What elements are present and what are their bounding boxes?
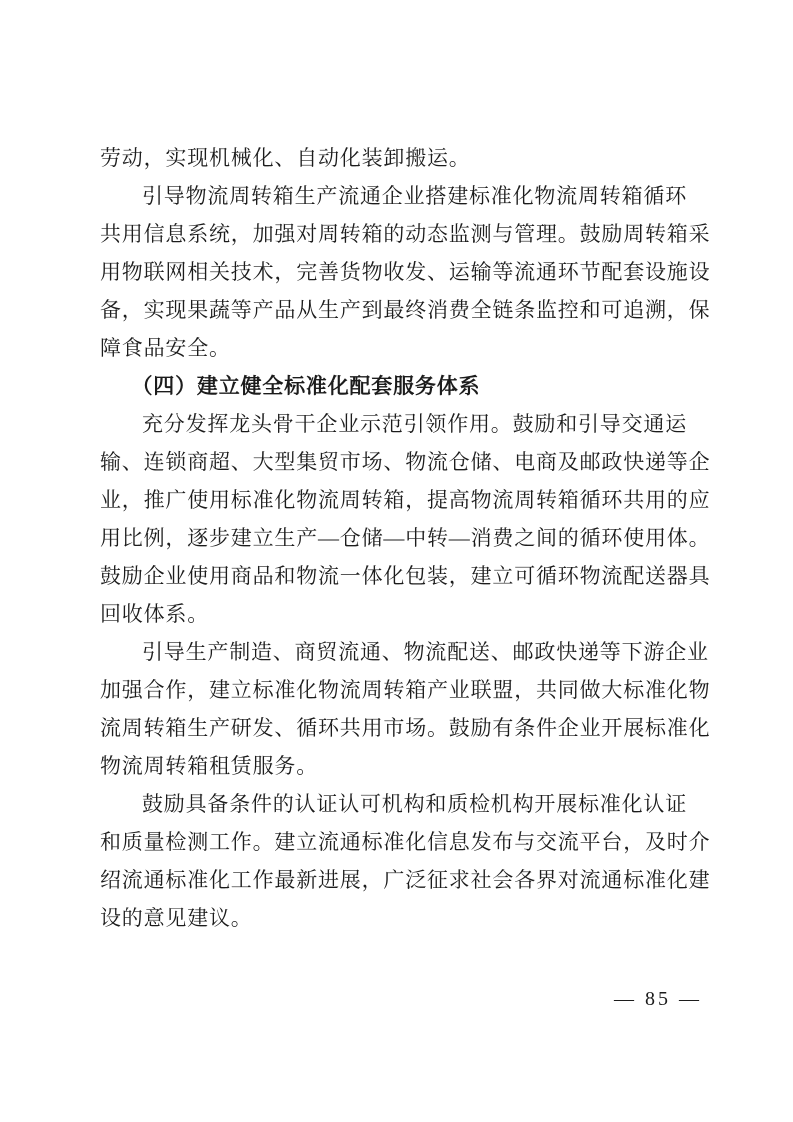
text-line: 引导物流周转箱生产流通企业搭建标准化物流周转箱循环	[142, 184, 687, 208]
text-line: 绍流通标准化工作最新进展，广泛征求社会各界对流通标准化建	[100, 868, 711, 892]
text-line: 引导生产制造、商贸流通、物流配送、邮政快递等下游企业	[142, 640, 709, 664]
text-line: 劳动，实现机械化、自动化装卸搬运。	[100, 146, 471, 170]
paragraph	[100, 633, 714, 785]
text-line: 流周转箱生产研发、循环共用市场。鼓励有条件企业开展标准化	[100, 716, 711, 740]
text-line: （四）建立健全标准化配套服务体系	[131, 374, 481, 398]
page-footer	[593, 988, 723, 1011]
text-line: 设的意见建议。	[100, 906, 253, 930]
text-line: 输、连锁商超、大型集贸市场、物流仓储、电商及邮政快递等企	[100, 450, 711, 474]
text-line: 充分发挥龙头骨干企业示范引领作用。鼓励和引导交通运	[142, 412, 687, 436]
text-line: 备，实现果蔬等产品从生产到最终消费全链条监控和可追溯，保	[100, 298, 711, 322]
document-body	[100, 139, 714, 937]
text-line: 共用信息系统，加强对周转箱的动态监测与管理。鼓励周转箱采	[100, 222, 711, 246]
paragraph	[100, 139, 714, 177]
text-line: 鼓励具备条件的认证认可机构和质检机构开展标准化认证	[142, 792, 687, 816]
paragraph	[100, 785, 714, 937]
text-line: 用比例，逐步建立生产—仓储—中转—消费之间的循环使用体。	[100, 526, 711, 550]
paragraph	[100, 405, 714, 633]
text-line: 障食品安全。	[100, 336, 231, 360]
text-line: 鼓励企业使用商品和物流一体化包装，建立可循环物流配送器具	[100, 564, 711, 588]
text-line: 业，推广使用标准化物流周转箱，提高物流周转箱循环共用的应	[100, 488, 711, 512]
text-line: 加强合作，建立标准化物流周转箱产业联盟，共同做大标准化物	[100, 678, 711, 702]
text-line: 物流周转箱租赁服务。	[100, 754, 318, 778]
text-line: 和质量检测工作。建立流通标准化信息发布与交流平台，及时介	[100, 830, 711, 854]
text-line: 回收体系。	[100, 602, 209, 626]
page-number: — 85 —	[614, 988, 702, 1010]
paragraph	[100, 177, 714, 367]
text-line: 用物联网相关技术，完善货物收发、运输等流通环节配套设施设	[100, 260, 711, 284]
section-heading	[100, 367, 714, 405]
